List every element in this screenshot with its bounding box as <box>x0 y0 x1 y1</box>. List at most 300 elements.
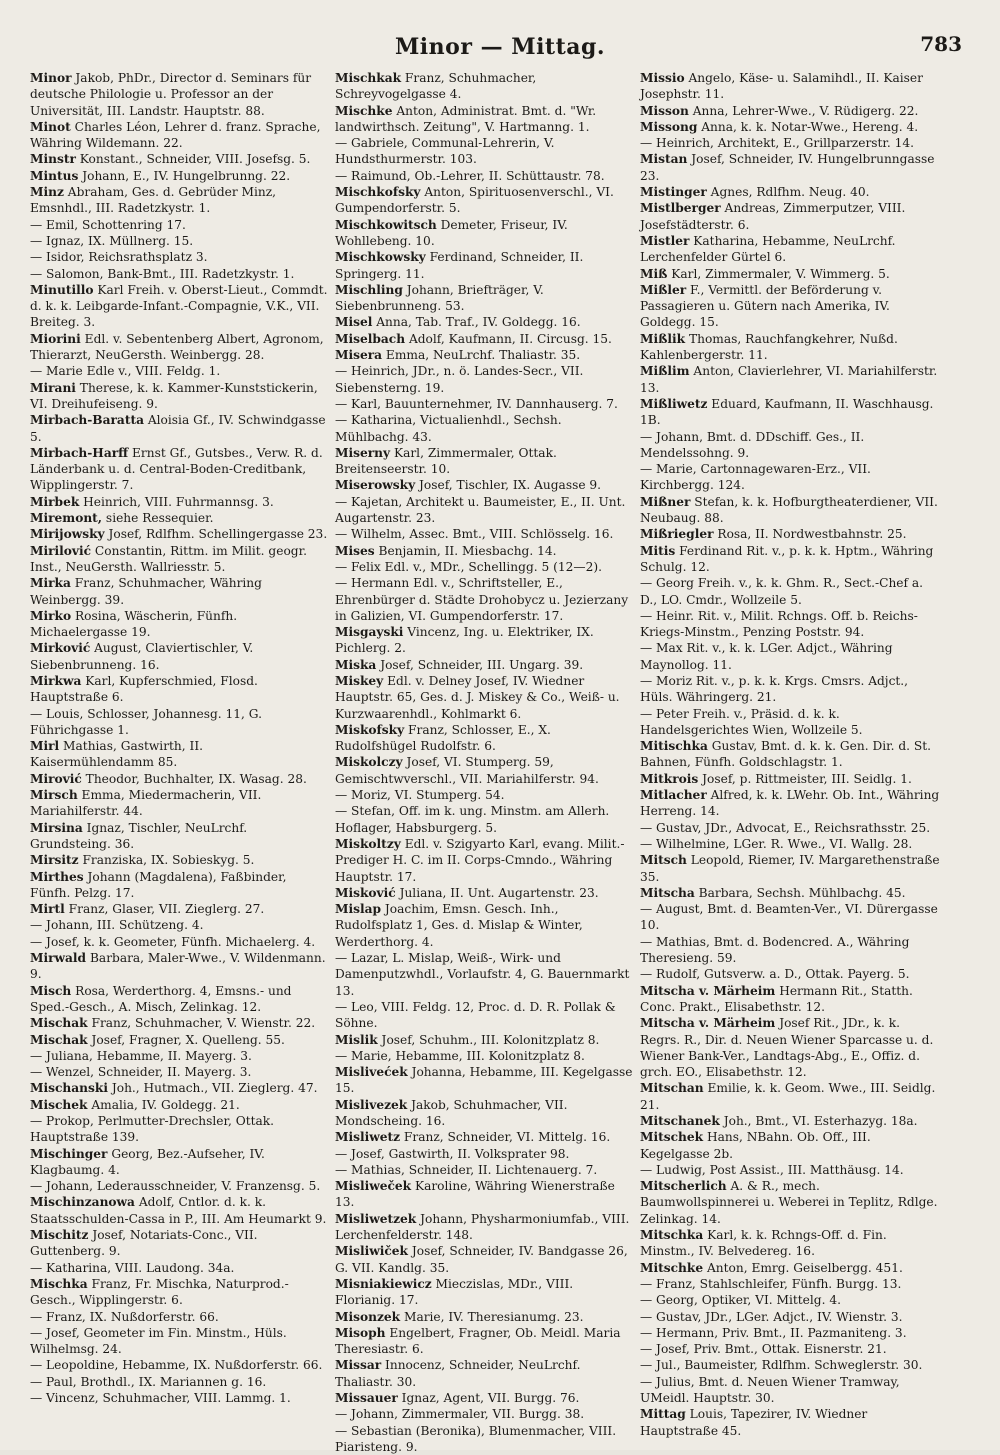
entry-surname: Mißlik <box>640 331 686 346</box>
directory-entry <box>640 640 940 673</box>
entry-details: A. & R., mech. Baumwollspinnerei u. Weberei in Teplitz, Rdlge. Zelinkag. 14. <box>640 1179 938 1226</box>
entry-surname: Miremont, <box>30 511 103 526</box>
entry-details: — Lazar, L. Mislap, Weiß-, Wirk- und Damenputzwhdl., Vorlaufstr. 4, G. Bauernmarkt 13. <box>335 951 630 998</box>
entry-details: Josef Rit., JDr., k. k. Regrs. R., Dir. d. Neuen Wiener Sparcasse u. d. Wiener Bank-Ver., Landtags-Abg., E., Offiz. d. grch. EO., Elisabethstr. 12. <box>640 1016 934 1080</box>
directory-entry <box>30 1064 328 1080</box>
entry-details: — Leo, VIII. Feldg. 12, Proc. d. D. R. Pollak & Söhne. <box>335 999 616 1031</box>
directory-entry <box>640 119 940 135</box>
entry-details: Johann, E., IV. Hungelbrunng. 22. <box>78 168 291 183</box>
entry-surname: Misonzek <box>335 1309 401 1324</box>
directory-entry <box>335 559 635 575</box>
directory-entry <box>335 1129 635 1145</box>
entry-details: — Vincenz, Schuhmacher, VIII. Lammg. 1. <box>30 1391 291 1406</box>
entry-surname: Mischinzanowa <box>30 1195 135 1210</box>
directory-entry <box>30 1113 328 1146</box>
column-2 <box>335 70 635 1454</box>
entry-surname: Mirwald <box>30 951 87 966</box>
directory-entry <box>30 1309 328 1325</box>
directory-entry <box>640 983 940 1016</box>
directory-entry <box>640 429 940 462</box>
entry-details: Anna, k. k. Notar-Wwe., Hereng. 4. <box>697 119 919 134</box>
entry-surname: Mirbach-Harff <box>30 445 129 460</box>
entry-surname: Misliweček <box>335 1179 412 1194</box>
entry-details: — Franz, IX. Nußdorferstr. 66. <box>30 1309 219 1324</box>
entry-details: — Salomon, Bank-Bmt., III. Radetzkystr. 1. <box>30 266 295 281</box>
entry-details: Anton, Spirituosenverschl., VI. Gumpendorferstr. 5. <box>335 185 614 216</box>
directory-entry <box>640 331 940 364</box>
directory-entry <box>335 836 635 885</box>
directory-entry <box>335 477 635 493</box>
entry-details: — Paul, Brothdl., IX. Mariannen g. 16. <box>30 1374 267 1389</box>
directory-entry <box>30 70 328 119</box>
entry-surname: Minor <box>30 71 72 85</box>
entry-details: Barbara, Maler-Wwe., V. Wildenmann. 9. <box>30 951 326 982</box>
directory-entry <box>335 1325 635 1358</box>
entry-surname: Mirsitz <box>30 853 79 868</box>
entry-details: Karl, k. k. Rchngs-Off. d. Fin. Minstm., IV. Belvedereg. 16. <box>640 1228 887 1259</box>
entry-details: Franz, Schuhmacher, V. Wienstr. 22. <box>87 1016 316 1031</box>
entry-details: — Sebastian (Beronika), Blumenmacher, VIII. Piaristeng. 9. <box>335 1423 617 1454</box>
entry-details: Ignaz, Agent, VII. Burgg. 76. <box>397 1391 580 1406</box>
entry-surname: Miskolczy <box>335 755 403 770</box>
column-3 <box>640 70 940 1438</box>
entry-details: Katharina, Hebamme, NeuLrchf. Lerchenfelder Gürtel 6. <box>640 233 896 265</box>
entry-details: Johann, Briefträger, V. Siebenbrunneng. 53. <box>335 282 544 314</box>
entry-details: Anton, Administrat. Bmt. d. "Wr. landwirthsch. Zeitung", V. Hartmanng. 1. <box>335 103 597 134</box>
entry-details: Thomas, Rauchfangkehrer, Nußd. Kahlenbergerstr. 11. <box>640 331 898 363</box>
directory-entry <box>30 1357 328 1373</box>
entry-surname: Mises <box>335 543 375 558</box>
directory-entry <box>335 803 635 836</box>
entry-details: Joachim, Emsn. Gesch. Inh., Rudolfsplatz 1, Ges. d. Mislap & Winter, Werderthorg. 4. <box>335 902 583 949</box>
entry-details: Louis, Tapezirer, IV. Wiedner Hauptstraße 45. <box>640 1407 868 1438</box>
directory-entry <box>30 282 328 331</box>
entry-surname: Mintus <box>30 168 79 183</box>
entry-details: — Josef, Geometer im Fin. Minstm., Hüls. Wilhelmsg. 24. <box>30 1325 287 1357</box>
directory-entry <box>640 1341 940 1357</box>
entry-surname: Mischkowsky <box>335 250 426 265</box>
entry-details: — Stefan, Off. im k. ung. Minstm. am Allerh. Hoflager, Habsburgerg. 5. <box>335 804 610 835</box>
entry-details: Emma, Miedermacherin, VII. Mariahilferstr. 44. <box>30 788 262 819</box>
directory-entry <box>640 461 940 494</box>
directory-entry <box>30 608 328 641</box>
directory-entry <box>30 1146 328 1179</box>
directory-entry <box>640 363 940 396</box>
directory-entry <box>335 1406 635 1422</box>
entry-surname: Mißner <box>640 494 691 509</box>
entry-details: Franz, Schuhmacher, Währing Weinbergg. 39. <box>30 576 262 607</box>
directory-entry <box>30 543 328 576</box>
entry-details: — Josef, k. k. Geometer, Fünfh. Michaelerg. 4. <box>30 934 316 949</box>
directory-entry <box>640 1080 940 1113</box>
directory-entry <box>640 934 940 967</box>
entry-details: Engelbert, Fragner, Ob. Meidl. Maria Theresiastr. 6. <box>335 1325 621 1357</box>
directory-entry <box>30 119 328 152</box>
entry-details: — Juliana, Hebamme, II. Mayerg. 3. <box>30 1048 252 1063</box>
entry-surname: Misera <box>335 348 383 363</box>
directory-entry <box>640 1374 940 1407</box>
directory-entry <box>640 151 940 184</box>
entry-surname: Mißriegler <box>640 527 714 542</box>
entry-surname: Mißler <box>640 282 687 297</box>
entry-surname: Mischling <box>335 282 403 297</box>
entry-details: — Moriz Rit. v., p. k. k. Krgs. Cmsrs. Adjct., Hüls. Währingerg. 21. <box>640 673 909 705</box>
entry-details: — Julius, Bmt. d. Neuen Wiener Tramway, UMeidl. Hauptstr. 30. <box>640 1374 900 1406</box>
directory-entry <box>335 950 635 999</box>
entry-details: — Ignaz, IX. Müllnerg. 15. <box>30 233 194 248</box>
entry-details: — Louis, Schlosser, Johannesg. 11, G. Führichgasse 1. <box>30 706 262 737</box>
directory-entry <box>335 1276 635 1309</box>
entry-surname: Mitscha <box>640 885 695 900</box>
entry-surname: Mislivezek <box>335 1097 408 1112</box>
directory-entry <box>30 983 328 1016</box>
entry-surname: Miorini <box>30 331 81 346</box>
directory-entry <box>335 575 635 624</box>
entry-surname: Mitschka <box>640 1228 704 1243</box>
entry-details: Joh., Hutmach., VII. Zieglerg. 47. <box>107 1081 318 1096</box>
entry-details: Constantin, Rittm. im Milit. geogr. Inst., NeuGersth. Wallriesstr. 5. <box>30 543 307 574</box>
directory-entry <box>640 1292 940 1308</box>
entry-details: Eduard, Kaufmann, II. Waschhausg. 1B. <box>640 396 934 428</box>
entry-surname: Misch <box>30 983 72 998</box>
entry-details: — Leopoldine, Hebamme, IX. Nußdorferstr. 66. <box>30 1358 323 1373</box>
entry-surname: Misliwetz <box>335 1130 401 1145</box>
directory-entry <box>30 771 328 787</box>
entry-surname: Mistler <box>640 233 690 248</box>
entry-surname: Mitis <box>640 543 676 558</box>
entry-details: Josef, Fragner, X. Quelleng. 55. <box>87 1032 285 1047</box>
entry-surname: Missauer <box>335 1391 398 1406</box>
directory-entry <box>30 1276 328 1309</box>
entry-surname: Mitlacher <box>640 788 707 803</box>
entry-details: Amalia, IV. Goldegg. 21. <box>87 1097 240 1112</box>
entry-details: — Heinr. Rit. v., Milit. Rchngs. Off. b. Reichs-Kriegs-Minstm., Penzing Poststr. 94. <box>640 608 918 640</box>
entry-surname: Mirilović <box>30 543 92 558</box>
directory-entry <box>640 966 940 982</box>
entry-details: Josef, Schneider, IV. Bandgasse 26, G. VII. Kandlg. 35. <box>335 1244 628 1275</box>
entry-surname: Mitsch <box>640 853 687 868</box>
entry-surname: Mitschan <box>640 1081 704 1096</box>
entry-details: — Moriz, VI. Stumperg. 54. <box>335 788 505 803</box>
directory-entry <box>30 510 328 526</box>
directory-entry <box>640 1406 940 1439</box>
directory-entry <box>335 249 635 282</box>
entry-surname: Mischinger <box>30 1146 108 1161</box>
entry-details: Josef, Schuhm., III. Kolonitzplatz 8. <box>377 1032 600 1047</box>
entry-details: Barbara, Sechsh. Mühlbachg. 45. <box>694 885 906 900</box>
directory-entry <box>335 787 635 803</box>
entry-surname: Mislivećek <box>335 1065 408 1080</box>
directory-entry <box>30 1374 328 1390</box>
directory-entry <box>335 1162 635 1178</box>
entry-surname: Miskey <box>335 673 384 688</box>
directory-entry <box>640 1260 940 1276</box>
entry-details: Edl. v. Sebentenberg Albert, Agronom, Thierarzt, NeuGersth. Weinbergg. 28. <box>30 331 324 363</box>
directory-entry <box>30 706 328 739</box>
entry-details: — Marie, Hebamme, III. Kolonitzplatz 8. <box>335 1048 585 1063</box>
entry-details: siehe Ressequier. <box>102 511 214 526</box>
entry-surname: Mirtl <box>30 902 65 917</box>
entry-details: — Josef, Priv. Bmt., Ottak. Eisnerstr. 21. <box>640 1342 887 1357</box>
directory-entry <box>335 314 635 330</box>
entry-surname: Mischkak <box>335 71 402 85</box>
entry-surname: Mittag <box>640 1407 686 1422</box>
entry-surname: Mischitz <box>30 1228 89 1243</box>
entry-details: Therese, k. k. Kammer-Kunststickerin, VI. Dreihufeiseng. 9. <box>30 380 318 411</box>
entry-details: Karoline, Währing Wienerstraße 13. <box>335 1179 615 1210</box>
entry-surname: Mischka <box>30 1276 88 1291</box>
directory-entry <box>30 917 328 933</box>
directory-entry <box>335 135 635 168</box>
entry-details: Gustav, Bmt. d. k. k. Gen. Dir. d. St. Bahnen, Fünfh. Goldschlagstr. 1. <box>640 739 932 770</box>
entry-surname: Mirl <box>30 739 60 754</box>
entry-details: F., Vermittl. der Beförderung v. Passagieren u. Gütern nach Amerika, IV. Goldegg. 15. <box>640 282 890 330</box>
entry-surname: Misel <box>335 315 373 330</box>
entry-details: Anna, Lehrer-Wwe., V. Rüdigerg. 22. <box>688 103 919 118</box>
column-1 <box>30 70 328 1430</box>
entry-details: Josef, p. Rittmeister, III. Seidlg. 1. <box>698 771 912 786</box>
directory-entry <box>30 233 328 249</box>
entry-surname: Mirko <box>30 608 72 623</box>
entry-details: — Hermann, Priv. Bmt., II. Pazmaniteng. 3. <box>640 1325 907 1340</box>
directory-entry <box>335 1178 635 1211</box>
entry-details: — Wenzel, Schneider, II. Mayerg. 3. <box>30 1065 252 1080</box>
entry-surname: Mischak <box>30 1032 88 1047</box>
directory-entry <box>30 494 328 510</box>
directory-entry <box>335 526 635 542</box>
entry-details: Hans, NBahn. Ob. Off., III. Kegelgasse 2b. <box>640 1130 871 1161</box>
entry-surname: Mitschke <box>640 1260 704 1275</box>
entry-surname: Miskofsky <box>335 722 405 737</box>
directory-entry <box>640 885 940 901</box>
entry-details: — Franz, Stahlschleifer, Fünfh. Burgg. 13. <box>640 1276 902 1291</box>
entry-surname: Mischanski <box>30 1081 108 1096</box>
directory-entry <box>335 1390 635 1406</box>
directory-entry <box>640 526 940 542</box>
entry-details: Hermann Rit., Statth. Conc. Prakt., Elisabethstr. 12. <box>640 983 913 1014</box>
directory-entry <box>30 266 328 282</box>
entry-details: Ferdinand, Schneider, II. Springerg. 11. <box>335 250 584 281</box>
directory-entry <box>30 217 328 233</box>
entry-details: Karl, Kupferschmied, Flosd. Hauptstraße 6. <box>30 673 258 705</box>
entry-details: Ignaz, Tischler, NeuLrchf. Grundsteing. 36. <box>30 820 248 851</box>
directory-entry <box>640 1309 940 1325</box>
entry-surname: Missio <box>640 71 685 85</box>
entry-details: — Raimund, Ob.-Lehrer, II. Schüttaustr. 78. <box>335 168 605 183</box>
entry-surname: Mißlim <box>640 364 690 379</box>
entry-details: Jakob, Schuhmacher, VII. Mondscheing. 16. <box>335 1097 568 1128</box>
entry-surname: Misliwetzek <box>335 1211 417 1226</box>
entry-details: — August, Bmt. d. Beamten-Ver., VI. Dürergasse 10. <box>640 902 938 933</box>
entry-details: — Marie Edle v., VIII. Feldg. 1. <box>30 364 221 379</box>
entry-details: Ernst Gf., Gutsbes., Verw. R. d. Länderbank u. d. Central-Boden-Creditbank, Wipplingerstr. 7. <box>30 445 323 493</box>
entry-surname: Mirbek <box>30 494 80 509</box>
entry-details: — Ludwig, Post Assist., III. Matthäusg. 14. <box>640 1162 904 1177</box>
entry-details: Karl, Zimmermaler, V. Wimmerg. 5. <box>667 266 890 281</box>
entry-details: — Katharina, Victualienhdl., Sechsh. Mühlbachg. 43. <box>335 413 562 444</box>
directory-entry <box>335 1064 635 1097</box>
entry-details: Rosa, Werderthorg. 4, Emsns.- und Sped.-Gesch., A. Misch, Zelinkag. 12. <box>30 983 292 1014</box>
directory-entry <box>30 852 328 868</box>
entry-details: Emilie, k. k. Geom. Wwe., III. Seidlg. 21. <box>640 1081 936 1112</box>
entry-details: Edl. v. Delney Josef, IV. Wiedner Hauptstr. 65, Ges. d. J. Miskey & Co., Weiß- u. Kurzwaarenhdl., Kohlmarkt 6. <box>335 673 620 721</box>
entry-surname: Missar <box>335 1358 382 1373</box>
entry-details: — Rudolf, Gutsverw. a. D., Ottak. Payerg. 5. <box>640 967 910 982</box>
directory-entry <box>640 1015 940 1080</box>
entry-details: — Marie, Cartonnagewaren-Erz., VII. Kirchbergg. 124. <box>640 462 871 493</box>
directory-entry <box>335 1423 635 1455</box>
entry-details: Juliana, II. Unt. Augartenstr. 23. <box>395 885 599 900</box>
entry-details: Heinrich, VIII. Fuhrmannsg. 3. <box>79 494 274 509</box>
directory-entry <box>335 722 635 755</box>
entry-details: — Johann, Zimmermaler, VII. Burgg. 38. <box>335 1407 585 1422</box>
entry-details: — Wilhelmine, LGer. R. Wwe., VI. Wallg. 28. <box>640 836 913 851</box>
entry-surname: Mirijowsky <box>30 527 105 542</box>
directory-entry <box>640 787 940 820</box>
entry-surname: Mitschek <box>640 1130 704 1145</box>
entry-details: Franz, Fr. Mischka, Naturprod.-Gesch., Wipplingerstr. 6. <box>30 1276 289 1308</box>
directory-entry <box>335 184 635 217</box>
directory-entry <box>30 1097 328 1113</box>
entry-surname: Mischkofsky <box>335 185 421 200</box>
entry-details: — Hermann Edl. v., Schriftsteller, E., Ehrenbürger d. Städte Drohobycz u. Jezierzany in Galizien, VI. Gumpendorferstr. 17. <box>335 576 629 623</box>
directory-entry <box>640 836 940 852</box>
entry-details: Georg, Bez.-Aufseher, IV. Klagbaumg. 4. <box>30 1146 265 1177</box>
directory-entry <box>30 738 328 771</box>
entry-surname: Mischak <box>30 1016 88 1031</box>
directory-entry <box>335 1211 635 1244</box>
entry-details: — Johann, III. Schützeng. 4. <box>30 918 204 933</box>
entry-details: Vincenz, Ing. u. Elektriker, IX. Pichlerg. 2. <box>335 625 594 656</box>
entry-details: Abraham, Ges. d. Gebrüder Minz, Emsnhdl., III. Radetzkystr. 1. <box>30 185 277 216</box>
directory-entry <box>30 1227 328 1260</box>
directory-entry <box>30 640 328 673</box>
entry-details: Ferdinand Rit. v., p. k. k. Hptm., Währing Schulg. 12. <box>640 543 934 574</box>
directory-entry <box>640 103 940 119</box>
directory-entry <box>335 347 635 363</box>
entry-surname: Mitschanek <box>640 1114 720 1128</box>
entry-details: Adolf, Kaufmann, II. Circusg. 15. <box>405 331 612 346</box>
entry-details: — Johann, Lederausschneider, V. Franzensg. 5. <box>30 1179 321 1194</box>
entry-surname: Mirka <box>30 576 71 591</box>
directory-entry <box>30 1080 328 1096</box>
directory-entry <box>640 608 940 641</box>
entry-surname: Mirsch <box>30 788 78 803</box>
entry-details: — Emil, Schottenring 17. <box>30 217 186 232</box>
directory-entry <box>640 135 940 151</box>
entry-details: — Kajetan, Architekt u. Baumeister, E., II. Unt. Augartenstr. 23. <box>335 494 626 526</box>
entry-details: Josef, VI. Stumperg. 59, Gemischtwverschl., VII. Mariahilferstr. 94. <box>335 755 599 786</box>
directory-entry <box>30 184 328 217</box>
directory-entry <box>640 200 940 233</box>
page-header <box>0 28 1000 68</box>
entry-surname: Mistlberger <box>640 201 721 216</box>
entry-details: Charles Léon, Lehrer d. franz. Sprache, Währing Wildemann. 22. <box>30 119 321 151</box>
entry-details: Demeter, Friseur, IV. Wohllebeng. 10. <box>335 217 568 248</box>
directory-entry <box>335 1097 635 1130</box>
entry-details: Franz, Glaser, VII. Zieglerg. 27. <box>64 902 265 917</box>
entry-details: — Peter Freih. v., Präsid. d. k. k. Handelsgerichtes Wien, Wollzeile 5. <box>640 706 863 737</box>
directory-entry <box>30 787 328 820</box>
directory-entry <box>30 1048 328 1064</box>
entry-details: — Georg Freih. v., k. k. Ghm. R., Sect.-Chef a. D., LO. Cmdr., Wollzeile 5. <box>640 576 924 607</box>
entry-surname: Minstr <box>30 152 76 167</box>
directory-entry <box>30 673 328 706</box>
entry-details: — Gustav, JDr., LGer. Adjct., IV. Wienstr. 3. <box>640 1309 903 1324</box>
directory-entry <box>640 266 940 282</box>
entry-details: Anton, Emrg. Geiselbergg. 451. <box>703 1260 903 1275</box>
entry-details: Theodor, Buchhalter, IX. Wasag. 28. <box>81 771 307 786</box>
directory-entry <box>640 282 940 331</box>
entry-surname: Mislik <box>335 1032 378 1047</box>
entry-details: — Karl, Bauunternehmer, IV. Dannhauserg. 7. <box>335 396 618 411</box>
entry-surname: Mirbach-Baratta <box>30 413 144 428</box>
entry-surname: Mirsina <box>30 820 83 835</box>
directory-entry <box>30 526 328 542</box>
entry-surname: Mirković <box>30 641 91 656</box>
entry-details: — Isidor, Reichsrathsplatz 3. <box>30 250 208 265</box>
directory-entry <box>640 1227 940 1260</box>
directory-entry <box>335 168 635 184</box>
page-number: 783 <box>920 32 962 56</box>
entry-surname: Miska <box>335 657 377 672</box>
entry-surname: Missong <box>640 119 698 134</box>
entry-surname: Misson <box>640 103 689 118</box>
directory-entry <box>30 168 328 184</box>
directory-entry <box>30 445 328 494</box>
entry-details: — Gustav, JDr., Advocat, E., Reichsrathsstr. 25. <box>640 820 931 835</box>
directory-entry <box>640 1129 940 1162</box>
entry-details: Rosina, Wäscherin, Fünfh. Michaelergasse 19. <box>30 608 238 640</box>
entry-surname: Minot <box>30 119 71 134</box>
directory-entry <box>640 1357 940 1373</box>
entry-surname: Misgayski <box>335 625 404 640</box>
directory-entry <box>640 1178 940 1227</box>
entry-surname: Misliwiček <box>335 1244 408 1259</box>
entry-details: Johann (Magdalena), Faßbinder, Fünfh. Pelzg. 17. <box>30 869 287 900</box>
entry-details: — Prokop, Perlmutter-Drechsler, Ottak. Hauptstraße 139. <box>30 1114 275 1145</box>
entry-surname: Minz <box>30 185 64 200</box>
entry-details: Josef, Schneider, IV. Hungelbrunngasse 23. <box>640 152 935 183</box>
directory-entry <box>30 151 328 167</box>
directory-entry <box>640 233 940 266</box>
directory-entry <box>30 934 328 950</box>
directory-entry <box>640 771 940 787</box>
directory-entry <box>30 869 328 902</box>
entry-surname: Mitscha v. Märheim <box>640 1016 776 1031</box>
entry-details: — Mathias, Bmt. d. Bodencred. A., Währing Theresieng. 59. <box>640 934 910 966</box>
directory-entry <box>335 999 635 1032</box>
directory-entry <box>335 445 635 478</box>
entry-surname: Mitscherlich <box>640 1179 727 1194</box>
directory-entry <box>640 494 940 527</box>
entry-surname: Mischek <box>30 1097 88 1112</box>
entry-surname: Mitscha v. Märheim <box>640 983 776 998</box>
entry-details: Konstant., Schneider, VIII. Josefsg. 5. <box>75 152 311 167</box>
directory-entry <box>335 901 635 950</box>
directory-entry <box>30 1194 328 1227</box>
entry-details: August, Claviertischler, V. Siebenbrunneng. 16. <box>30 641 254 672</box>
entry-surname: Mirani <box>30 380 76 395</box>
entry-details: Mieczislas, MDr., VIII. Florianig. 17. <box>335 1276 574 1308</box>
directory-entry <box>335 885 635 901</box>
entry-details: Franz, Schneider, VI. Mittelg. 16. <box>400 1130 611 1145</box>
entry-details: — Gabriele, Communal-Lehrerin, V. Hundsthurmerstr. 103. <box>335 136 555 167</box>
directory-entry <box>30 363 328 379</box>
entry-details: Angelo, Käse- u. Salamihdl., II. Kaiser Josephstr. 11. <box>640 71 923 102</box>
directory-entry <box>335 1146 635 1162</box>
entry-details: — Jul., Baumeister, Rdlfhm. Schweglerstr. 30. <box>640 1358 923 1373</box>
